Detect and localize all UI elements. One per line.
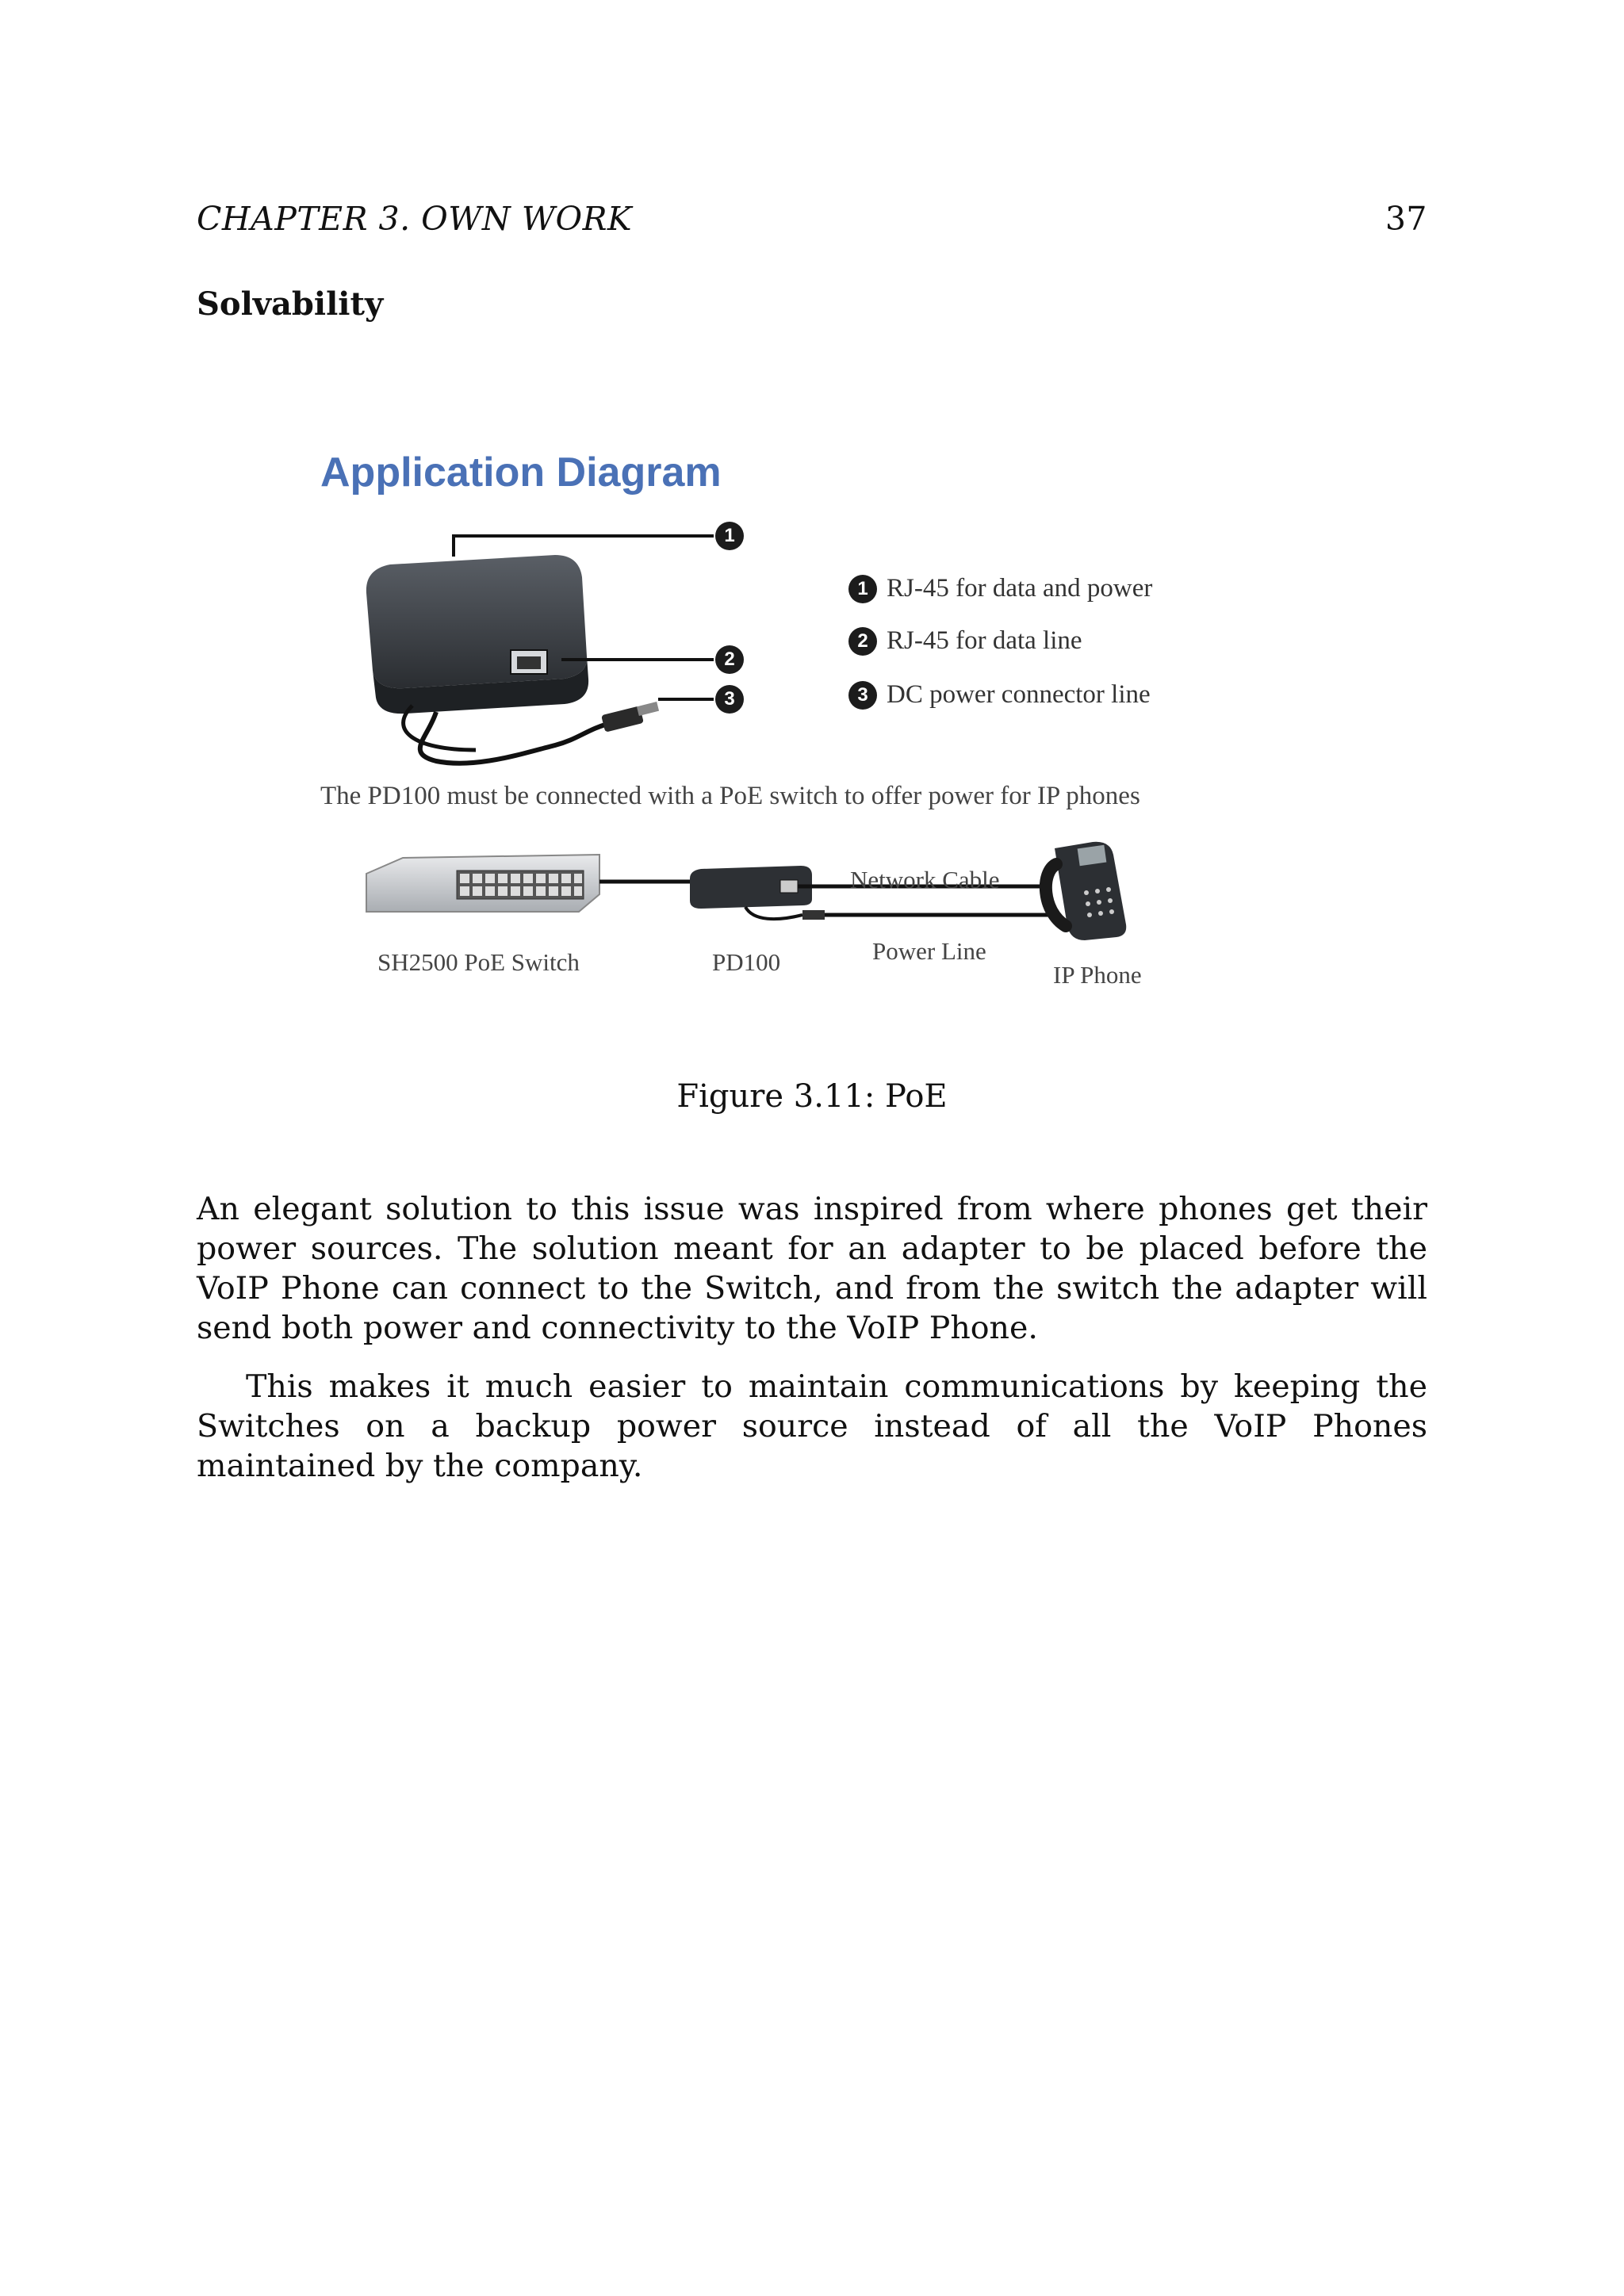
legend-badge-3: 3	[848, 681, 877, 710]
label-pd100: PD100	[712, 948, 781, 976]
label-switch: SH2500 PoE Switch	[377, 948, 580, 976]
page-number: 37	[1385, 200, 1427, 238]
application-diagram-title: Application Diagram	[320, 450, 722, 496]
figure-caption: Figure 3.11: PoE	[676, 1078, 948, 1115]
figure-note: The PD100 must be connected with a PoE switch to offer power for IP phones	[320, 782, 1140, 810]
label-power-line: Power Line	[872, 937, 986, 965]
figure-illustration	[317, 436, 1308, 1007]
legend-item-2	[848, 626, 1082, 656]
legend-text-1: RJ-45 for data and power	[887, 574, 1153, 603]
legend-badge-1: 1	[848, 575, 877, 603]
label-ip-phone: IP Phone	[1053, 961, 1142, 989]
callout-badge-3: 3	[715, 685, 744, 714]
callout-badge-2: 2	[715, 645, 744, 674]
running-header	[197, 200, 1427, 238]
section-title: Solvability	[197, 285, 384, 323]
label-network-cable: Network Cable	[850, 866, 1000, 894]
legend-item-3	[848, 680, 1151, 710]
poe-switch-icon	[366, 855, 599, 912]
pd100-device-small-icon	[690, 866, 825, 920]
paragraph-1: An elegant solution to this issue was inspired from where phones get their power sources. The solution meant for an adapter to be placed before the VoIP Phone can connect to the Switch, and from the switch the adapter will send both power and connectivity to the VoIP Phone.	[197, 1191, 1427, 1346]
ip-phone-icon	[1046, 842, 1126, 940]
legend-text-3: DC power connector line	[887, 680, 1151, 709]
chapter-heading: CHAPTER 3. OWN WORK	[197, 200, 633, 238]
legend-badge-2: 2	[848, 627, 877, 656]
paragraph-2: This makes it much easier to maintain communications by keeping the Switches on a backup power source instead of all the VoIP Phones maintained by the company.	[197, 1368, 1427, 1484]
legend-item-1	[848, 574, 1152, 603]
callout-badge-1: 1	[715, 522, 744, 550]
legend-text-2: RJ-45 for data line	[887, 626, 1082, 655]
poe-figure	[317, 436, 1308, 1007]
